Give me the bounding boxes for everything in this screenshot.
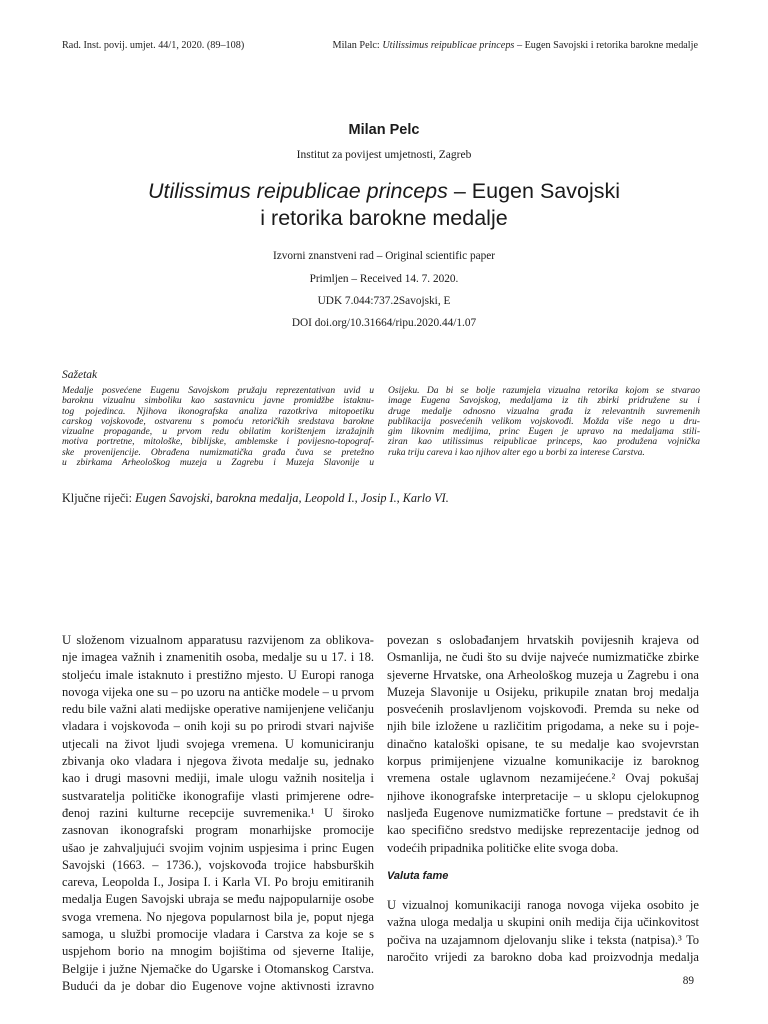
- body-column-left: [62, 632, 374, 995]
- body-line: sustvaratelja političke ikonografije vlasti primjerene odre-: [62, 788, 374, 803]
- running-head-citation: Rad. Inst. povij. umjet. 44/1, 2020. (89–108): [62, 40, 245, 51]
- body-line: njih bile izložene u različitim prigodama, a neke su i poje-: [387, 719, 699, 734]
- body-line: njihove ikonografske interpretacije – u sklopu cjelokupnog: [387, 788, 699, 803]
- abstract-line: gim likovnim medijima, princ Eugen je upravo na medaljama stili-: [388, 427, 700, 437]
- body-line: medalja Eugen Savojski ubraja se među najpopularnije osobe: [62, 892, 374, 907]
- body-line: zasnovan ikonografski program monarhijske promocije: [62, 823, 374, 838]
- body-line: samoga, u službi promocije vladara i Carstva za koje se s: [62, 927, 374, 942]
- body-line: đenoj razini kulturne recepcije suvremenika.¹ U široko: [62, 805, 374, 820]
- body-line: Budući da je dobar dio Eugenove vojne aktivnosti izravno: [62, 978, 374, 993]
- section-subheading: Valuta fame: [387, 870, 449, 882]
- abstract-heading: Sažetak: [62, 369, 98, 381]
- body-line: posvećenih proslavljenom vojskovođi. Premda su neke od: [387, 702, 699, 717]
- body-line: redu bile važni alati medijske operative namijenjene veličanju: [62, 702, 374, 717]
- abstract-line: motiva portretne, mitološke, biblijske, amblemske i povijesno-topograf-: [62, 437, 374, 448]
- abstract-column-right: [388, 386, 700, 458]
- running-head-title: [333, 40, 698, 51]
- body-line: korpus primijenjene vizualne komunikacije iz baroknog: [387, 754, 699, 769]
- body-line: utjecali na život ljudi svojega vremena. U komuniciranju: [62, 736, 374, 751]
- body-line: Muzeja Slavonije u Osijeku, prikupile znatan broj medalja: [387, 684, 699, 699]
- body-line: ušao je zahvaljujući svojim vojnim uspjesima i princ Eugen: [62, 840, 374, 855]
- body-line: Savojski (1663. – 1736.), vojskovođa trojice habsburških: [62, 857, 374, 872]
- keywords-value: Eugen Savojski, barokna medalja, Leopold I., Josip I., Karlo VI.: [135, 491, 449, 505]
- body-line: kao specifično sredstvo medijske reprezentacije jednog od: [387, 823, 699, 838]
- body-column-right-bottom: [387, 897, 699, 966]
- body-line: novoga vijeka one su – po uzoru na antičke modele – u prvom: [62, 684, 374, 699]
- body-line: careva, Leopolda I., Josipa I. i Karla VI. Po broju emitiranih: [62, 875, 374, 890]
- body-line: vladara i vojskovođa – onih koji su po prirodi stvari najviše: [62, 719, 374, 734]
- abstract-line: ruka triju careva i kao njihov alter ego u borbi za interese Carstva.: [388, 447, 645, 458]
- abstract-column-left: [62, 386, 374, 468]
- abstract-line: baroknu vizualnu simboliku kao sastavnicu javne promidžbe istaknu-: [62, 396, 374, 407]
- body-line: počiva na uzajamnom djelovanju slike i teksta (natpisa).³ To: [387, 932, 699, 947]
- body-line: svoga vremena. No njegova popularnost bila je, poput njega: [62, 909, 374, 924]
- abstract-line: image Eugena Savojskog, medaljama iz tih zbirki pridružene su i: [388, 396, 700, 407]
- body-column-right-top: [387, 632, 699, 857]
- body-line: zbivanja oko vladara i njegova života medalje su, jednako: [62, 754, 374, 769]
- body-line: povezan s oslobađanjem hrvatskih povijesnih krajeva od: [387, 633, 699, 647]
- keywords-label: Ključne riječi:: [62, 491, 133, 505]
- abstract-line: u zbirkama Arheološkog muzeja u Zagrebu i Muzeja Slavonije u: [62, 457, 374, 468]
- running-head-author: Milan Pelc:: [332, 40, 380, 51]
- body-line: važna uloga medalja u skupini onih medija čija učinkovitost: [387, 915, 699, 930]
- author-affiliation: Institut za povijest umjetnosti, Zagreb: [296, 149, 472, 161]
- abstract-line: Medalje posvećene Eugenu Savojskom pružaju reprezentativan uvid u: [62, 386, 374, 396]
- doi-link[interactable]: DOI doi.org/10.31664/ripu.2020.44/1.07: [291, 317, 477, 329]
- keywords: [62, 491, 449, 506]
- article-title: [100, 178, 668, 232]
- udk-code: UDK 7.044:737.2Savojski, E: [317, 295, 451, 307]
- body-line: kao i drugi masovni mediji, imale ulogu važnih nositelja i: [62, 771, 374, 786]
- running-head-title-italic: Utilissimus reipublicae princeps: [382, 40, 515, 51]
- abstract-line: vizualne propagande, u prvom redu obilatim korištenjem izražajnih: [62, 427, 374, 437]
- abstract-line: druge medalje odnosno vizualna građa iz relevantnih suvremenih: [388, 406, 700, 417]
- page-number: 89: [682, 975, 694, 987]
- abstract-line: tog pojedinca. Njihova ikonografska analiza razotkriva mitopoetiku: [62, 406, 374, 417]
- running-head-title-rest: – Eugen Savojski i retorika barokne medalje: [516, 40, 698, 51]
- body-line: vremena ostale uglavnom nezamijećene.² Ovaj pokušaj: [387, 771, 699, 786]
- abstract-line: ske provenijencije. Obrađena numizmatička građa čuva se pretežno: [62, 447, 374, 458]
- received-date: Primljen – Received 14. 7. 2020.: [309, 273, 459, 285]
- title-rest: – Eugen Savojski: [453, 179, 621, 203]
- body-line: vodećih pripadnika političke elite svoga doba.: [387, 840, 619, 855]
- abstract-line: ziran kao utilissimus reipublicae princeps, kao produžena vojnička: [388, 437, 700, 448]
- abstract-line: Osijeku. Da bi se bolje razumjela vizualna retorika kojom se stvarao: [388, 386, 700, 396]
- body-line: nasljeđa Eugenove numizmatičke fortune – predstavit će ih: [387, 805, 699, 820]
- body-line: U složenom vizualnom apparatusu razvijenom za oblikova-: [62, 633, 374, 647]
- title-italic: Utilissimus reipublicae princeps: [147, 179, 448, 203]
- body-line: naročito vrijedi za barokno doba kad proizvodnja medalja: [387, 949, 699, 964]
- body-line: dinačno kataloški opisane, te su medalje kao svojevrstan: [387, 736, 699, 751]
- body-line: nje imagea važnih i znamenitih osoba, medalje su u 17. i 18.: [62, 650, 374, 665]
- body-line: Osmanlija, ne čudi što su dvije najveće numizmatičke zbirke: [387, 650, 699, 665]
- body-line: sjeverne Hrvatske, ona Arheološkog muzeja u Zagrebu i ona: [387, 667, 699, 682]
- body-line: stoljeću imale istaknuto i prestižno mjesto. U Europi ranoga: [62, 667, 374, 682]
- body-line: Belgije i južne Njemačke do Ugarske i Otomanskog Carstva.: [62, 961, 374, 976]
- body-line: uspjehom borio na mnogim bojištima od sjeverne Italije,: [62, 944, 374, 959]
- paper-type: Izvorni znanstveni rad – Original scientific paper: [272, 250, 496, 262]
- body-line: U vizualnoj komunikaciji ranoga novoga vijeka osobito je: [387, 898, 699, 912]
- abstract-line: publikacija posvećenih velikom vojskovođi. Možda više nego u dru-: [388, 416, 700, 427]
- author-name: Milan Pelc: [348, 122, 420, 138]
- title-line2: i retorika barokne medalje: [260, 206, 508, 230]
- abstract-line: carskog vojskovođe, ostvarenu s pomoću retoričkih sredstava barokne: [62, 416, 374, 427]
